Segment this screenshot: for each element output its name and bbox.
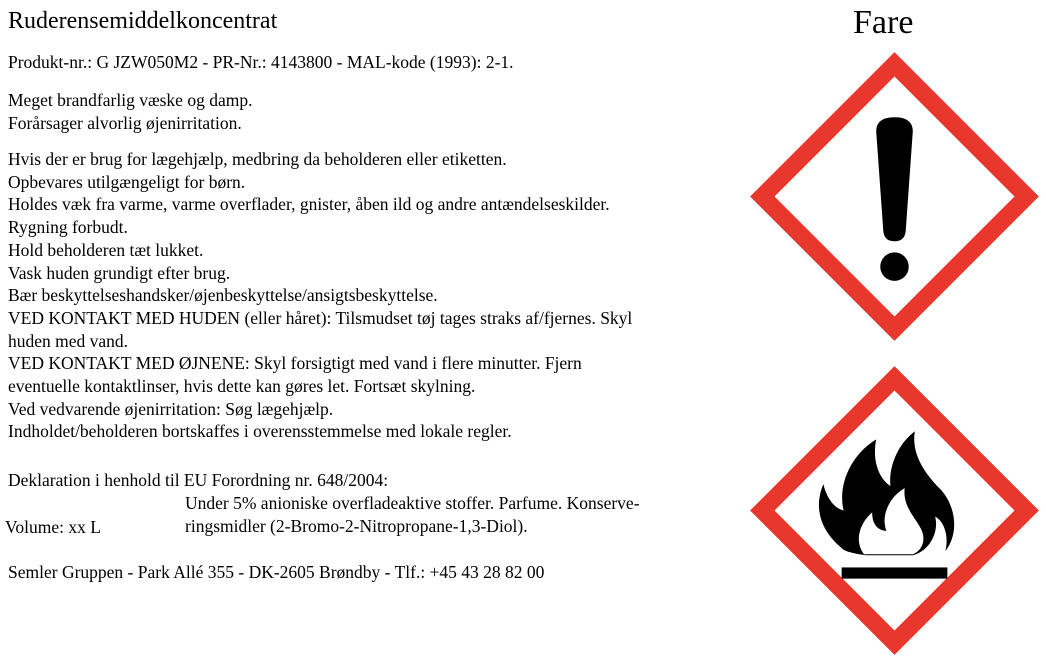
precautionary-statement: VED KONTAKT MED ØJNENE: Skyl forsigtigt med vand i flere minutter. Fjern — [8, 353, 582, 374]
ingredients-line: ringsmidler (2-Bromo-2-Nitropropane-1,3-Diol). — [185, 515, 528, 536]
precautionary-statement: VED KONTAKT MED HUDEN (eller håret): Tilsmudset tøj tages straks af/fjernes. Skyl — [8, 307, 633, 328]
product-name: Ruderensemiddelkoncentrat — [8, 8, 278, 34]
exclamation-mark-pictogram — [742, 44, 1046, 349]
precautionary-statement: Opbevares utilgængeligt for børn. — [8, 171, 246, 192]
precautionary-statement: Hvis der er brug for lægehjælp, medbring da beholderen eller etiketten. — [8, 149, 507, 169]
volume: Volume: xx L — [5, 517, 101, 537]
hazard-statements — [8, 89, 252, 134]
ingredients — [185, 492, 745, 537]
product-info: Produkt-nr.: G JZW050M2 - PR-Nr.: 4143800 - MAL-kode (1993): 2-1. — [8, 52, 514, 72]
precautionary-statement: eventuelle kontaktlinser, hvis dette kan gøres let. Fortsæt skylning. — [8, 376, 476, 397]
exclamation-mark-icon — [742, 44, 1046, 349]
declaration-heading: Deklaration i henhold til EU Forordning nr. 648/2004: — [8, 470, 389, 490]
company-info: Semler Gruppen - Park Allé 355 - DK-2605 Brøndby - Tlf.: +45 43 28 82 00 — [8, 562, 545, 582]
flame-icon — [742, 358, 1046, 663]
precautionary-statement: Rygning forbudt. — [8, 217, 128, 238]
hazard-statement: Forårsager alvorlig øjenirritation. — [8, 112, 242, 133]
ingredients-line: Under 5% anioniske overfladeaktive stoffer. Parfume. Konserve- — [185, 493, 640, 513]
precautionary-statement: Ved vedvarende øjenirritation: Søg lægehjælp. — [8, 398, 334, 419]
precautionary-statement: Holdes væk fra varme, varme overflader, gnister, åben ild og andre antændelseskilder. — [8, 194, 610, 215]
signal-word: Fare — [853, 4, 914, 41]
hazard-statement: Meget brandfarlig væske og damp. — [8, 90, 253, 110]
precautionary-statement: huden med vand. — [8, 330, 129, 351]
precautionary-statements — [8, 148, 632, 443]
precautionary-statement: Bær beskyttelseshandsker/øjenbeskyttelse/ansigtsbeskyttelse. — [8, 285, 438, 306]
flame-pictogram — [742, 358, 1046, 663]
precautionary-statement: Vask huden grundigt efter brug. — [8, 262, 231, 283]
precautionary-statement: Indholdet/beholderen bortskaffes i overensstemmelse med lokale regler. — [8, 421, 512, 442]
precautionary-statement: Hold beholderen tæt lukket. — [8, 239, 204, 260]
